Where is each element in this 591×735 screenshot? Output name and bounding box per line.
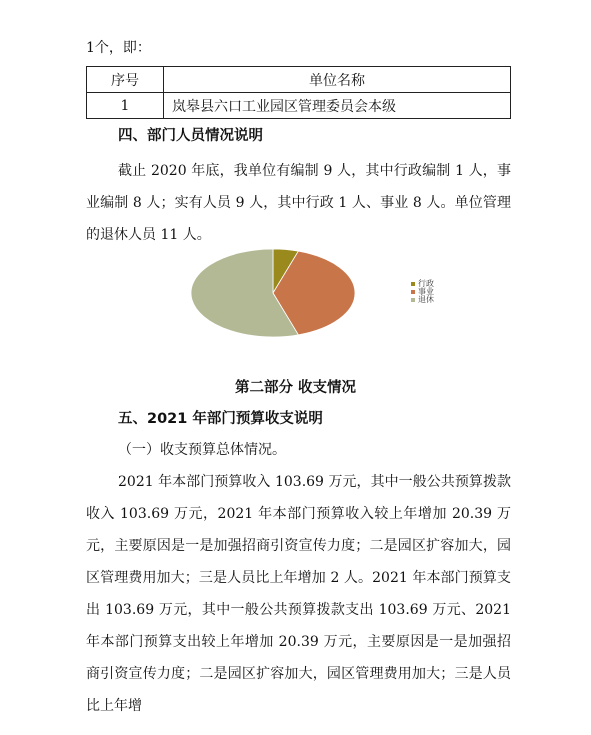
intro-line: 1个，即： bbox=[86, 40, 151, 56]
section4-paragraph: 截止 2020 年底，我单位有编制 9 人，其中行政编制 1 人，事业编制 8 人；实有人员 9 人，其中行政 1 人、事业 8 人。单位管理的退休人员 11 人。 bbox=[86, 163, 511, 243]
unit-table bbox=[86, 66, 511, 119]
cell-index: 1 bbox=[87, 93, 164, 119]
header-unit-name: 单位名称 bbox=[164, 67, 511, 93]
part2-title: 第二部分 收支情况 bbox=[234, 380, 357, 396]
header-index: 序号 bbox=[87, 67, 164, 93]
legend-label-3: 退休 bbox=[418, 295, 434, 304]
legend-label-1: 行政 bbox=[418, 279, 434, 288]
table-header-row bbox=[87, 67, 511, 93]
cell-unit-name: 岚皋县六口工业园区管理委员会本级 bbox=[164, 93, 511, 119]
personnel-pie-chart bbox=[186, 246, 446, 350]
section5-subheading: （一）收支预算总体情况。 bbox=[118, 442, 286, 458]
legend-swatch-3 bbox=[411, 298, 415, 302]
legend-label-2: 事业 bbox=[418, 287, 434, 296]
legend-swatch-1 bbox=[411, 282, 415, 286]
pie-legend bbox=[411, 278, 434, 304]
section5-heading: 五、2021 年部门预算收支说明 bbox=[118, 411, 323, 427]
section5-paragraph: 2021 年本部门预算收入 103.69 万元，其中一般公共预算拨款收入 103.69 万元，2021 年本部门预算收入较上年增加 20.39 万元，主要原因是一是加强招商引资宣传力度；二是园区扩容加大，园区管理费用加大；三是人员比上年增加 2 人。2021 年本部门预算支出 103.69 万元，其中一般公共预算拨款支出 103.69 万元、2021 年本部门预算支出较上年增加 20.39 万元，主要原因是一是加强招商引资宣传力度；二是园区扩容加大，园区管理费用加大；三是人员比上年增 bbox=[86, 474, 511, 714]
section4-heading: 四、部门人员情况说明 bbox=[118, 128, 263, 144]
table-row bbox=[87, 93, 511, 119]
pie-slices bbox=[191, 249, 355, 337]
legend-swatch-2 bbox=[411, 290, 415, 294]
